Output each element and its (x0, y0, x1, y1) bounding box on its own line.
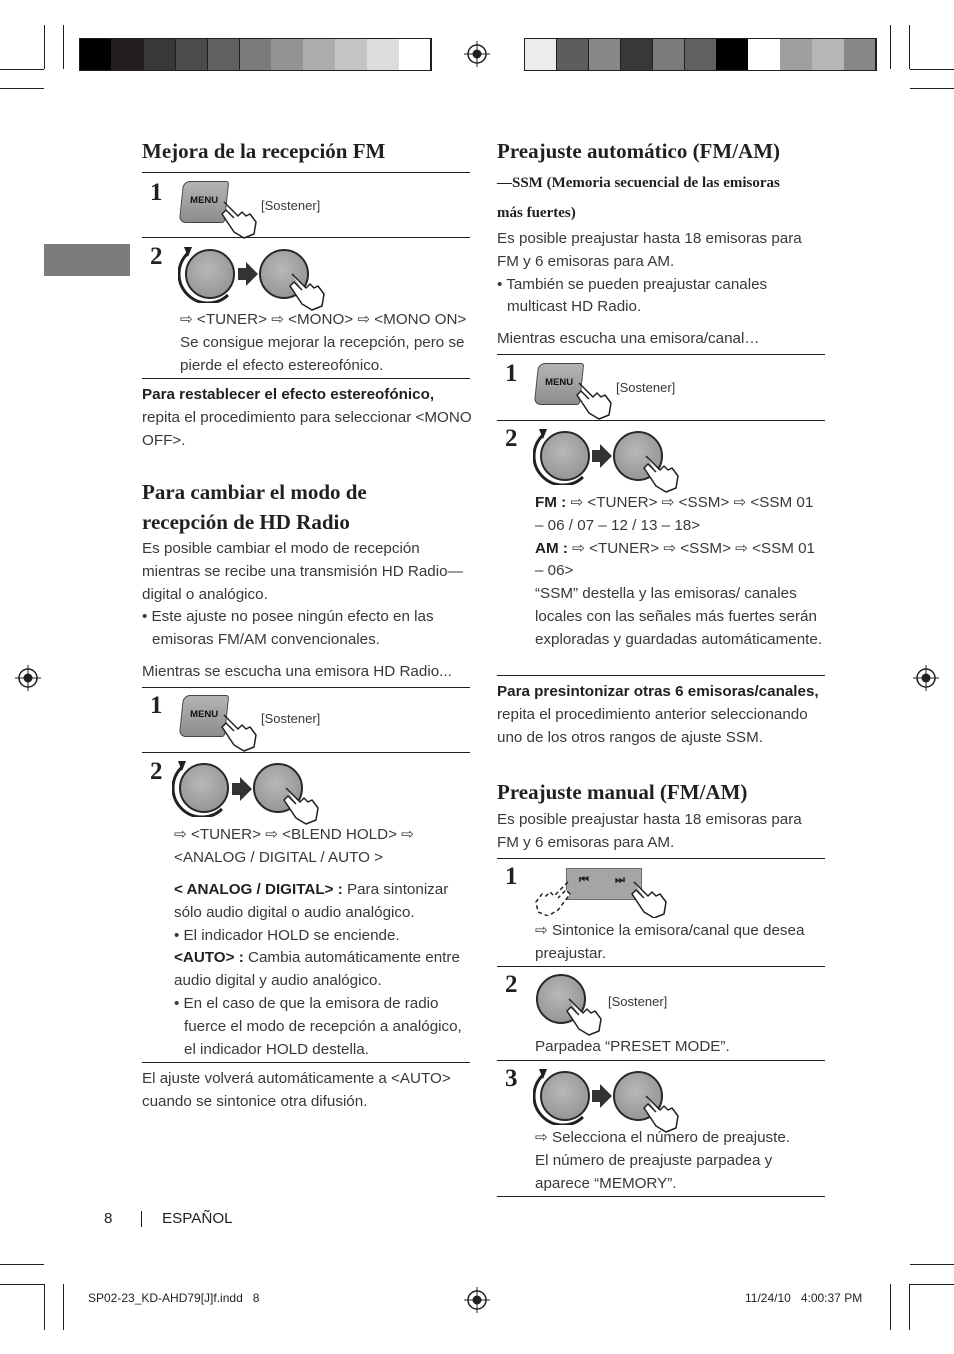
ssm-subtitle-line1: —SSM (Memoria secuencial de las emisoras (497, 175, 780, 191)
right-arrow-icon (600, 1084, 612, 1108)
registration-mark-icon (913, 665, 939, 691)
auto-text: Cambia automáticamente entre audio digital y audio analógico. (174, 949, 460, 990)
color-swatch (112, 39, 144, 70)
auto-label: <AUTO> : (174, 949, 244, 967)
hand-press-icon (288, 264, 330, 312)
ssm-subtitle-line2: más fuertes) (497, 205, 576, 221)
color-swatch (399, 39, 431, 70)
fm-title: Mejora de la recepción FM (142, 139, 386, 163)
restore-heading: Para restablecer el efecto estereofónico, (142, 386, 435, 403)
control-knob-icon (540, 431, 590, 481)
hold-label: [Sostener] (608, 994, 668, 1009)
ssm-description: “SSM” destella y las emisoras/ canales locales con las señales más fuertes serán exploradas y guardadas automáticamente. (535, 585, 823, 648)
divider (142, 378, 470, 379)
divider (497, 420, 825, 421)
crop-mark (910, 69, 954, 70)
color-swatch (176, 39, 208, 70)
language-label: ESPAÑOL (162, 1210, 233, 1227)
other-ssm-heading: Para presintonizar otras 6 emisoras/canales, (497, 683, 819, 700)
hand-press-dashed-icon (532, 874, 572, 916)
right-arrow-icon (246, 262, 258, 286)
color-swatch (80, 39, 112, 70)
menu-button-icon: MENU (179, 695, 229, 737)
color-swatch (685, 39, 717, 70)
color-swatch (653, 39, 685, 70)
crop-mark (63, 25, 64, 69)
step-number: 2 (150, 758, 163, 785)
print-date: 11/24/10 4:00:37 PM (745, 1291, 863, 1305)
hold-on-bullet: • El indicador HOLD se enciende. (174, 926, 400, 944)
hold-label: [Sostener] (261, 711, 321, 726)
crop-mark (910, 1264, 954, 1265)
divider (142, 172, 470, 173)
crop-mark (890, 1284, 891, 1330)
seek-back-icon: ⏮ (579, 874, 589, 886)
page-number: 8 (104, 1210, 113, 1227)
control-knob-icon (179, 763, 229, 813)
color-swatch (303, 39, 335, 70)
color-swatch (621, 39, 653, 70)
hd-title-line1: Para cambiar el modo de (142, 480, 367, 504)
hd-while: Mientras se escucha una emisora HD Radio... (142, 663, 452, 680)
analog-digital-label: < ANALOG / DIGITAL> : (174, 881, 343, 898)
divider (142, 1062, 470, 1063)
divider (497, 675, 825, 676)
color-swatch (525, 39, 557, 70)
crop-mark (910, 88, 954, 89)
divider (497, 966, 825, 967)
seek-forward-icon: ⏭ (615, 874, 625, 886)
color-swatch (748, 39, 780, 70)
divider (497, 858, 825, 859)
fm-ssm-path: ⇨ <TUNER> ⇨ <SSM> ⇨ <SSM 01 – 06 / 07 – 12 / 13 – 18> (535, 494, 814, 534)
step-number: 2 (505, 971, 518, 998)
auto-intro: Es posible preajustar hasta 18 emisoras para FM y 6 emisoras para AM. (497, 230, 802, 270)
color-bar-left (79, 38, 432, 71)
file-name: SP02-23_KD-AHD79[J]f.indd 8 (88, 1291, 260, 1305)
select-description: El número de preajuste parpadea y aparece “MEMORY”. (535, 1151, 773, 1192)
crop-mark (0, 88, 44, 89)
crop-mark (63, 1284, 64, 1330)
fm-label: FM : (535, 494, 567, 511)
color-swatch (589, 39, 621, 70)
divider (142, 687, 470, 688)
preset-mode-blink: Parpadea “PRESET MODE”. (535, 1038, 730, 1055)
divider (497, 1196, 825, 1197)
am-ssm-path: ⇨ <TUNER> ⇨ <SSM> ⇨ <SSM 01 – 06> (535, 539, 815, 580)
hand-press-icon (575, 373, 617, 421)
color-swatch (780, 39, 812, 70)
hd-intro: Es posible cambiar el modo de recepción mientras se recibe una transmisión HD Radio—digital o analógico. (142, 540, 463, 603)
am-label: AM : (535, 539, 568, 557)
color-swatch (335, 39, 367, 70)
other-ssm-text: repita el procedimiento anterior seleccionando uno de los otros rangos de ajuste SSM. (497, 705, 808, 746)
select-instruction: ⇨ Selecciona el número de preajuste. (535, 1129, 791, 1146)
step-number: 1 (150, 692, 163, 719)
color-swatch (271, 39, 303, 70)
color-swatch (240, 39, 272, 70)
color-swatch (716, 39, 748, 70)
hd-bullet: • Este ajuste no posee ningún efecto en las emisoras FM/AM convencionales. (142, 608, 434, 649)
auto-preset-title: Preajuste automático (FM/AM) (497, 139, 781, 163)
color-swatch (208, 39, 240, 70)
color-bar-right (524, 38, 877, 71)
hand-press-icon (565, 989, 607, 1037)
hold-label: [Sostener] (616, 380, 676, 395)
control-knob-icon (540, 1071, 590, 1121)
crop-mark (909, 25, 910, 69)
color-swatch (844, 39, 876, 70)
menu-button-icon: MENU (179, 181, 229, 223)
fm-description: Se consigue mejorar la recepción, pero se pierde el efecto estereofónico. (180, 334, 465, 374)
divider (142, 752, 470, 753)
crop-mark (0, 69, 44, 70)
divider (497, 1060, 825, 1061)
step-number: 1 (505, 863, 518, 890)
restore-text: repita el procedimiento para seleccionar <MONO OFF>. (142, 408, 472, 449)
auto-while: Mientras escucha una emisora/canal… (497, 330, 760, 347)
step-number: 2 (505, 425, 518, 452)
crop-mark (0, 1284, 44, 1285)
hd-title-line2: recepción de HD Radio (142, 510, 350, 534)
tune-instruction: ⇨ Sintonice la emisora/canal que desea preajustar. (535, 922, 805, 962)
crop-mark (44, 1284, 45, 1330)
hand-press-icon (282, 778, 324, 826)
hand-press-icon (642, 446, 684, 494)
divider (142, 237, 470, 238)
auto-bullet: • También se pueden preajustar canales multicast HD Radio. (497, 275, 768, 316)
right-arrow-icon (600, 444, 612, 468)
menu-button-icon: MENU (534, 363, 584, 405)
menu-path: ⇨ <TUNER> ⇨ <MONO> ⇨ <MONO ON> (180, 311, 467, 328)
step-number: 2 (150, 243, 163, 270)
crop-mark (890, 25, 891, 69)
registration-mark-icon (464, 41, 490, 67)
hold-label: [Sostener] (261, 198, 321, 213)
color-swatch (144, 39, 176, 70)
control-knob-icon (185, 249, 235, 299)
hold-blink-bullet: • En el caso de que la emisora de radio fuerce el modo de recepción a analógico, el indicador HOLD destella. (174, 994, 462, 1058)
hand-press-icon (630, 874, 672, 918)
registration-mark-icon (464, 1287, 490, 1313)
crop-mark (44, 25, 45, 69)
analog-digital-text: Para sintonizar sólo audio digital o audio analógico. (174, 881, 449, 921)
manual-intro: Es posible preajustar hasta 18 emisoras para FM y 6 emisoras para AM. (497, 811, 802, 851)
step-number: 3 (505, 1065, 518, 1092)
step-number: 1 (505, 360, 518, 387)
color-swatch (557, 39, 589, 70)
hd-footer: El ajuste volverá automáticamente a <AUTO> cuando se sintonice otra difusión. (142, 1070, 451, 1110)
crop-mark (910, 1284, 954, 1285)
manual-preset-title: Preajuste manual (FM/AM) (497, 780, 748, 804)
registration-mark-icon (15, 665, 41, 691)
color-swatch (367, 39, 399, 70)
right-arrow-icon (240, 777, 252, 801)
divider (497, 354, 825, 355)
color-swatch (812, 39, 844, 70)
footer-separator (141, 1211, 142, 1227)
hand-press-icon (220, 192, 262, 240)
step-number: 1 (150, 179, 163, 206)
hand-press-icon (220, 705, 262, 753)
language-tab (44, 244, 130, 276)
crop-mark (0, 1264, 44, 1265)
menu-path: ⇨ <TUNER> ⇨ <BLEND HOLD> ⇨ <ANALOG / DIGITAL / AUTO > (174, 826, 414, 866)
crop-mark (909, 1284, 910, 1330)
